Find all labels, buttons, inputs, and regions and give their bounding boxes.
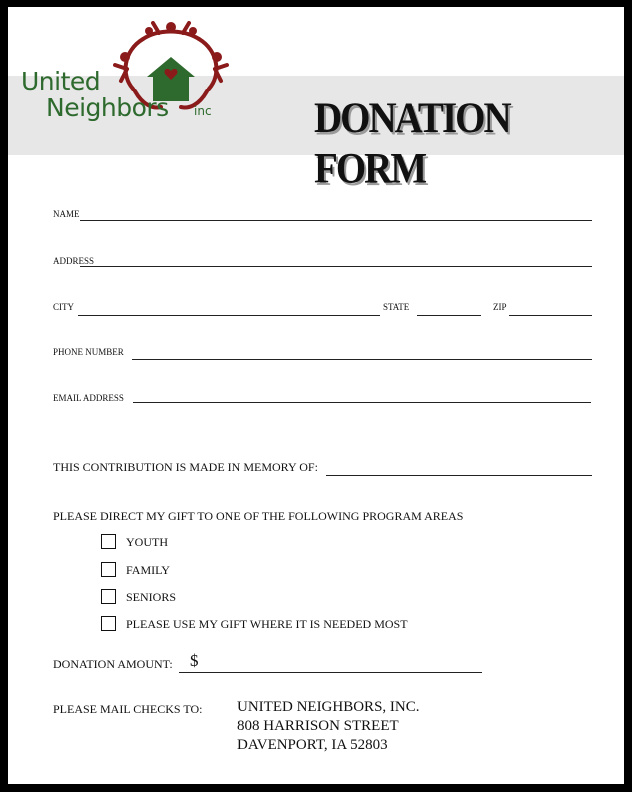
state-field[interactable] bbox=[417, 315, 481, 316]
phone-field[interactable] bbox=[132, 359, 592, 360]
phone-label: PHONE NUMBER bbox=[53, 347, 124, 357]
name-label: NAME bbox=[53, 209, 80, 219]
email-field[interactable] bbox=[133, 402, 591, 403]
donation-form-page bbox=[8, 7, 624, 784]
family-label: FAMILY bbox=[126, 563, 170, 577]
currency-symbol: $ bbox=[190, 651, 199, 670]
needed-most-checkbox[interactable] bbox=[101, 616, 116, 631]
family-checkbox[interactable] bbox=[101, 562, 116, 577]
memory-label: THIS CONTRIBUTION IS MADE IN MEMORY OF: bbox=[53, 460, 318, 474]
logo-text-inc: inc bbox=[194, 104, 212, 118]
name-field[interactable] bbox=[80, 220, 592, 221]
form-title: DONATION FORM bbox=[314, 94, 510, 193]
address-field[interactable] bbox=[80, 266, 592, 267]
amount-label: DONATION AMOUNT: bbox=[53, 657, 173, 671]
youth-label: YOUTH bbox=[126, 535, 168, 549]
mail-label: PLEASE MAIL CHECKS TO: bbox=[53, 702, 203, 716]
email-label: EMAIL ADDRESS bbox=[53, 393, 124, 403]
program-heading: PLEASE DIRECT MY GIFT TO ONE OF THE FOLLOWING PROGRAM AREAS bbox=[53, 509, 464, 523]
zip-label: ZIP bbox=[493, 302, 507, 312]
address-label: ADDRESS bbox=[53, 256, 95, 266]
mail-address-line3: DAVENPORT, IA 52803 bbox=[237, 737, 388, 753]
logo-text-united: United bbox=[21, 67, 101, 96]
city-field[interactable] bbox=[78, 315, 380, 316]
city-label: CITY bbox=[53, 302, 74, 312]
mail-address-line1: UNITED NEIGHBORS, INC. bbox=[237, 699, 420, 715]
zip-field[interactable] bbox=[509, 315, 592, 316]
amount-field[interactable] bbox=[179, 672, 482, 673]
mail-address-line2: 808 HARRISON STREET bbox=[237, 718, 399, 734]
needed-most-label: PLEASE USE MY GIFT WHERE IT IS NEEDED MOST bbox=[126, 617, 408, 631]
logo-text-neighbors: Neighbors bbox=[46, 93, 169, 122]
state-label: STATE bbox=[383, 302, 410, 312]
memory-field[interactable] bbox=[326, 475, 592, 476]
seniors-checkbox[interactable] bbox=[101, 589, 116, 604]
youth-checkbox[interactable] bbox=[101, 534, 116, 549]
seniors-label: SENIORS bbox=[126, 590, 177, 604]
